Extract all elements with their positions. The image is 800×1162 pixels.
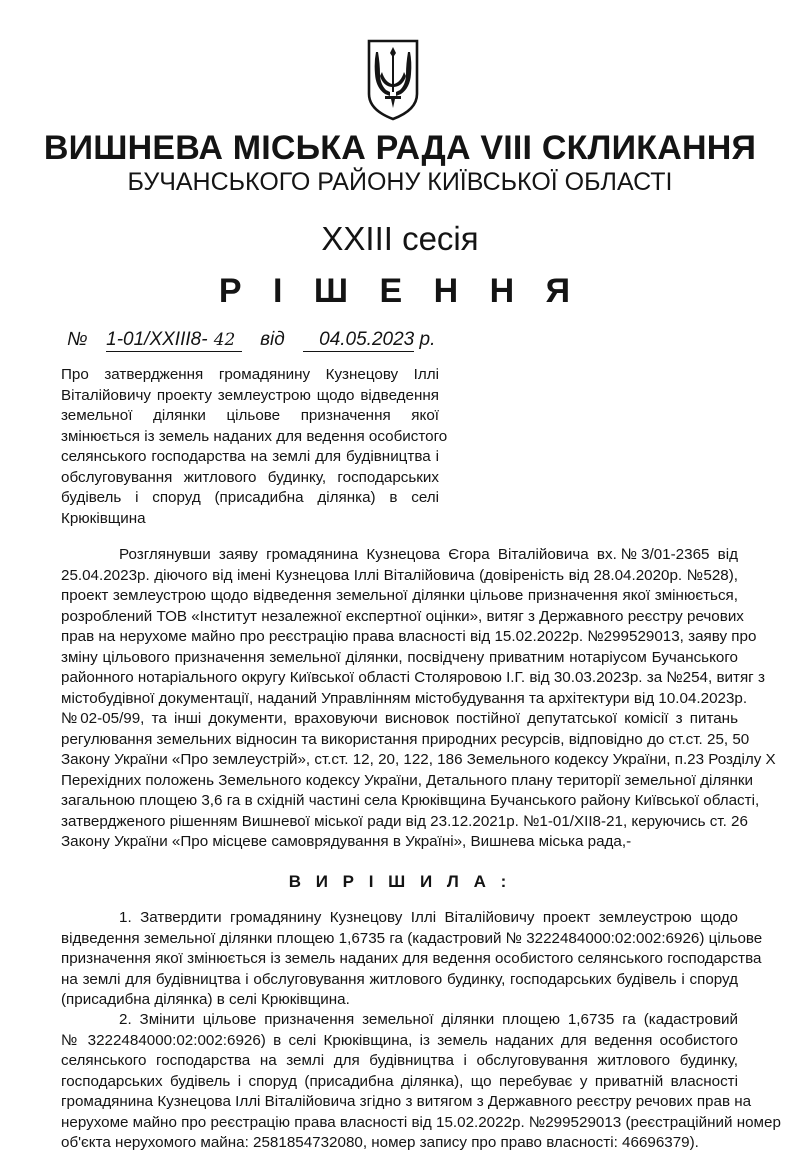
item-line: селянського господарства на землі для будівництва і обслуговування житлового будинку, [61,1052,738,1069]
decision-item-2 [61,1010,781,1154]
decision-number-field [106,329,241,352]
preamble-line: Розглянувши заяву громадянина Кузнецова Єгора Віталійовича вх.№3/01-2365 від [119,546,738,563]
item-line: нерухоме майно про реєстрацію права власності від 15.02.2022р. №299529013 (реєстраційний номер [61,1113,781,1131]
item-line: 1. Затвердити громадянину Кузнецову Іллі Віталійовичу проект землеустрою щодо [119,909,738,926]
subject-line: земельної ділянки цільове призначення якої [61,407,439,424]
decision-date: 04.05.2023 [303,329,414,352]
item-line: об'єкта нерухомого майна: 2581854732080, номер запису про право власності: 46696379). [61,1134,699,1151]
preamble-line: Перехідних положень Земельного кодексу України, Детального плану території земельної ділянки [61,771,754,789]
item-line: № 3222484000:02:002:6926) в селі Крюківщина, із земель наданих для ведення особистого [61,1031,738,1049]
item-line: (присадибна ділянка) в селі Крюківщина. [61,991,350,1008]
decision-number-line [67,328,435,352]
date-suffix: р. [419,329,436,350]
item-line: 2. Змінити цільове призначення земельної ділянки площею 1,6735 га (кадастровий [119,1011,738,1028]
item-line: призначення якої змінюється із земель наданих для ведення особистого селянського господарства [61,950,762,967]
preamble-line: проект землеустрою щодо відведення земельної ділянки цільове призначення якої змінюється, [61,587,738,604]
preamble-line: №02-05/99, та інші документи, враховуючи висновок постійної депутатської комісії з питань [61,710,738,727]
preamble-line: затвердженого рішенням Вишневої міської ради від 23.12.2021р. №1-01/XII8-21, керуючись ст. 26 [61,812,748,830]
decision-subject [61,365,448,529]
preamble-line: містобудівної документації, наданий Управлінням містобудування та архітектури від 10.04.2023р. [61,689,748,707]
coat-of-arms-trident-icon [365,38,421,122]
decision-number-handwritten: 42 [213,330,236,350]
council-name: ВИШНЕВА МІСЬКА РАДА VIII СКЛИКАННЯ [43,129,757,167]
subject-line: селянського господарства на землі для будівництва і [61,448,439,465]
subject-line: змінюється із земель наданих для ведення особистого [61,427,448,445]
document-type-title: Р І Ш Е Н Н Я [218,272,582,310]
decision-item-1 [61,908,763,1011]
preamble-line: районного нотаріального округу Київської області Столяровою І.Г. від 30.03.2023р. за №254, витяг з [61,669,765,686]
subject-line: будівель і споруд (присадибна ділянка) в селі [61,489,439,506]
resolved-heading: В И Р І Ш И Л А : [288,872,512,891]
date-prefix: від [260,329,285,350]
preamble-line: 25.04.2023р. діючого від імені Кузнецова Іллі Віталійовича (довіреність від 28.04.2020р. №528), [61,566,738,584]
district-name: БУЧАНСЬКОГО РАЙОНУ КИЇВСЬКОЇ ОБЛАСТІ [127,168,673,196]
item-line: відведення земельної ділянки площею 1,6735 га (кадастровий № 3222484000:02:002:6926) цільове [61,929,763,947]
preamble-line: Закону України «Про місцеве самоврядування в Україні», Вишнева міська рада,- [61,833,632,850]
item-line: громадянина Кузнецова Іллі Віталійовича згідно з витягом з Державного реєстру речових прав на [61,1093,752,1110]
preamble-paragraph [61,545,776,853]
number-prefix: № [67,329,88,350]
subject-line: Віталійовичу проекту землеустрою щодо відведення [61,386,439,404]
preamble-line: загальною площею 3,6 га в східній частині села Крюківщина Бучанського району Київської області, [61,792,760,809]
preamble-line: регулювання земельних відносин та використання природних ресурсів, відповідно до ст.ст. 25, 50 [61,730,750,748]
subject-line: Про затвердження громадянину Кузнецову Іллі [61,366,439,383]
item-line: господарських будівель і споруд (присадибна ділянка), що перебуває у приватній власності [61,1072,738,1090]
subject-line: обслуговування житлового будинку, господарських [61,468,439,486]
preamble-line: Закону України «Про землеустрій», ст.ст. 12, 20, 122, 186 Земельного кодексу України, п.23 Розділу Х [61,751,776,768]
decision-number: 1-01/XXIII8- [106,329,208,350]
item-line: на землі для будівництва і обслуговування житлового будинку, господарських будівель і споруд [61,970,738,988]
preamble-line: зміну цільового призначення земельної ділянки, посвідчену приватним нотаріусом Бучанського [61,648,738,666]
subject-line: Крюківщина [61,509,146,527]
preamble-line: прав на нерухоме майно про реєстрацію права власності від 15.02.2022р. №299529013, заяву про [61,628,757,645]
preamble-line: розроблений ТОВ «Інститут незалежної експертної оцінки», витяг з Державного реєстру речових [61,607,744,625]
session-number: XXIII сесія [321,220,479,257]
